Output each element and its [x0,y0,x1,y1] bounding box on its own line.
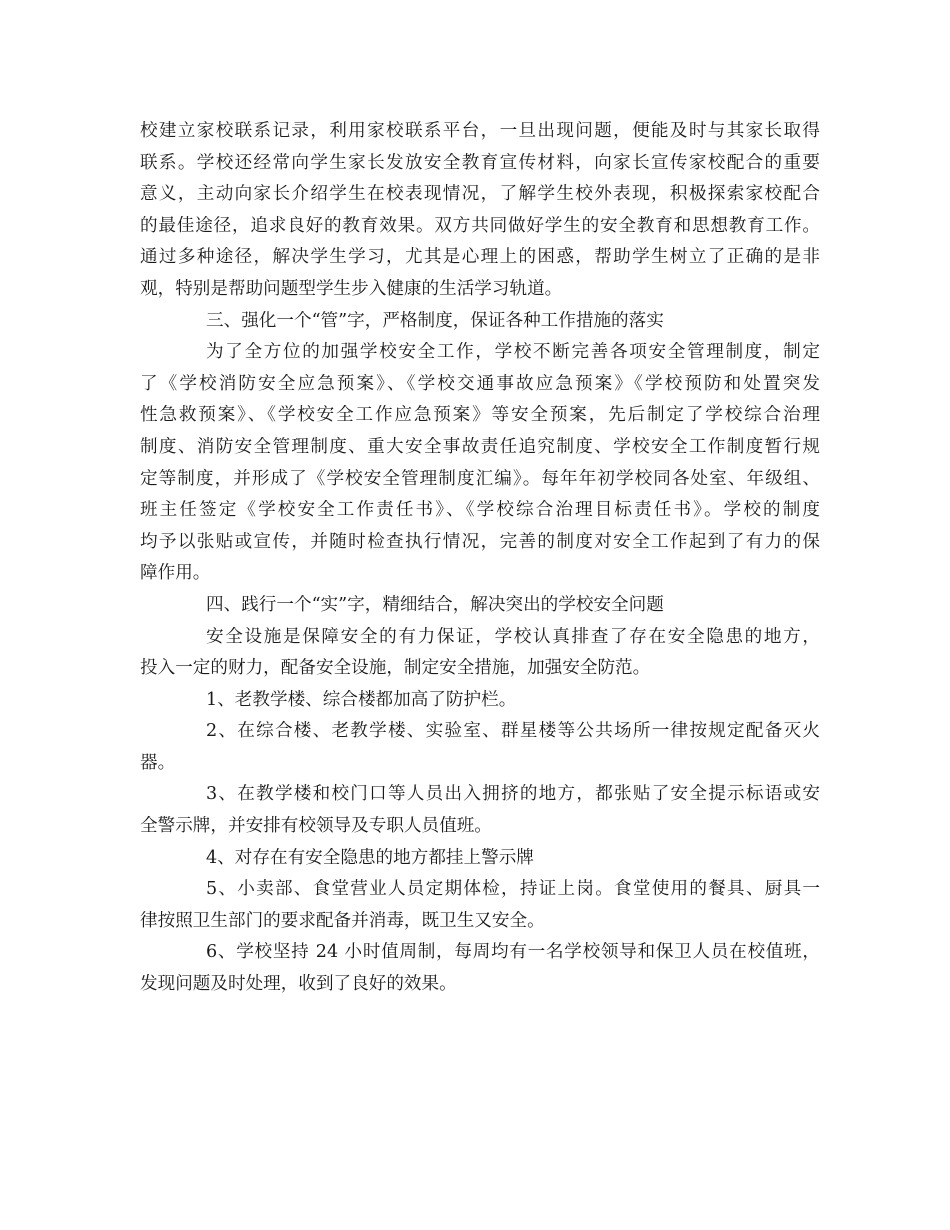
text-line: 四、践行一个“实”字，精细结合，解决突出的学校安全问题 [206,594,664,615]
text-line: 均予以张贴或宣传，并随时检查执行情况，完善的制度对安全工作起到了有力的保 [140,531,820,552]
text-line: 定等制度，并形成了《学校安全管理制度汇编》。每年年初学校同各处室、年级组、 [140,468,820,489]
text-line: 全警示牌，并安排有校领导及专职人员值班。 [140,816,492,837]
text-line: 三、强化一个“管”字，严格制度，保证各种工作措施的落实 [206,310,664,331]
text-line: 安全设施是保障安全的有力保证，学校认真排查了存在安全隐患的地方， [206,626,820,647]
text-line: 校建立家校联系记录，利用家校联系平台，一旦出现问题，便能及时与其家长取得 [140,121,820,141]
text-line: 发现问题及时处理，收到了良好的效果。 [140,974,457,995]
text-line: 通过多种途径，解决学生学习，尤其是心理上的困惑，帮助学生树立了正确的是非 [140,247,820,268]
text-line: 观，特别是帮助问题型学生步入健康的生活学习轨道。 [140,278,563,299]
text-line: 意义，主动向家长介绍学生在校表现情况，了解学生校外表现，积极探索家校配合 [140,184,820,205]
text-line: 5、小卖部、食堂营业人员定期体检，持证上岗。食堂使用的餐具、厨具一 [206,879,820,900]
text-line: 了《学校消防安全应急预案》、《学校交通事故应急预案》《学校预防和处置突发 [140,373,820,394]
document-body [140,116,820,1001]
text-line: 障作用。 [140,563,211,584]
text-line: 联系。学校还经常向学生家长发放安全教育宣传材料，向家长宣传家校配合的重要 [140,152,820,173]
text-line: 律按照卫生部门的要求配备并消毒，既卫生又安全。 [140,910,545,931]
text-line: 3、在教学楼和校门口等人员出入拥挤的地方，都张贴了安全提示标语或安 [206,784,820,805]
text-line: 为了全方位的加强学校安全工作，学校不断完善各项安全管理制度，制定 [206,342,820,363]
text-line: 1、老教学楼、综合楼都加高了防护栏。 [206,689,517,710]
text-line: 制度、消防安全管理制度、重大安全事故责任追究制度、学校安全工作制度暂行规 [140,436,820,457]
text-line: 性急救预案》、《学校安全工作应急预案》等安全预案，先后制定了学校综合治理 [140,405,820,426]
text-line: 投入一定的财力，配备安全设施，制定安全措施，加强安全防范。 [140,658,651,679]
text-line: 4、对存在有安全隐患的地方都挂上警示牌 [206,847,534,868]
text-line: 6、学校坚持 24 小时值周制，每周均有一名学校领导和保卫人员在校值班， [206,942,820,963]
text-line: 班主任签定《学校安全工作责任书》、《学校综合治理目标责任书》。学校的制度 [140,500,820,521]
text-line: 的最佳途径，追求良好的教育效果。双方共同做好学生的安全教育和思想教育工作。 [140,215,820,236]
text-line: 2、在综合楼、老教学楼、实验室、群星楼等公共场所一律按规定配备灭火 [206,721,820,742]
text-line: 器。 [140,752,176,773]
